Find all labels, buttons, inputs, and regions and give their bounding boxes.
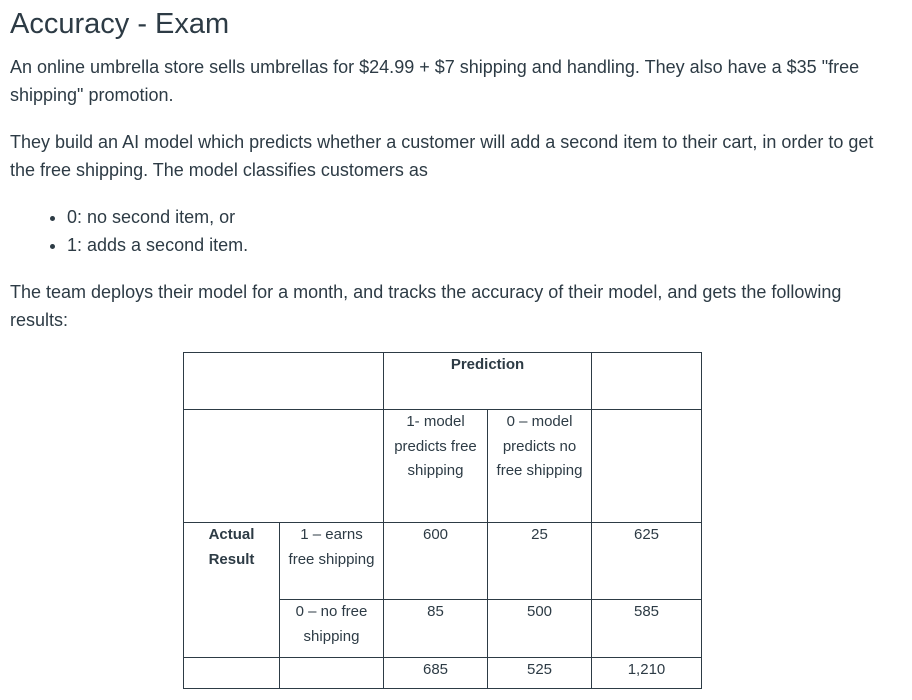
column-header-pred-0-text: 0 – model predicts no free shipping	[496, 413, 583, 479]
row-header-actual-0-text: 0 – no free shipping	[295, 603, 368, 645]
table-row	[184, 523, 702, 600]
empty-cell	[184, 658, 280, 689]
row-header-actual-1	[280, 523, 384, 600]
empty-header-cell	[592, 353, 702, 410]
column-header-pred-1	[384, 410, 488, 523]
table-row	[184, 353, 702, 410]
list-item: • 1: adds a second item.	[67, 231, 902, 259]
page-content	[10, 0, 902, 334]
page-title: Accuracy - Exam	[10, 8, 230, 40]
cell-total-p1: 685	[384, 658, 488, 689]
cell-total-p0: 525	[488, 658, 592, 689]
actual-result-label	[184, 523, 280, 658]
class-list	[10, 203, 902, 259]
cell-a0-p0: 500	[488, 600, 592, 658]
actual-result-label-text: Actual Result	[208, 526, 255, 568]
column-header-pred-0	[488, 410, 592, 523]
results-paragraph: The team deploys their model for a month, and tracks the accuracy of their model, and gets the following results:	[10, 282, 842, 330]
table-row	[184, 410, 702, 523]
cell-grand-total: 1,210	[592, 658, 702, 689]
cell-a0-total: 585	[592, 600, 702, 658]
empty-cell	[280, 658, 384, 689]
empty-cell	[592, 410, 702, 523]
row-header-actual-1-text: 1 – earns free shipping	[288, 526, 375, 568]
column-header-pred-1-text: 1- model predicts free shipping	[394, 413, 477, 479]
cell-a1-p1: 600	[384, 523, 488, 600]
table-row	[184, 658, 702, 689]
intro-paragraph: An online umbrella store sells umbrellas for $24.99 + $7 shipping and handling. They also have a $35 "free shipping" promotion.	[10, 57, 860, 105]
empty-cell	[184, 410, 384, 523]
cell-a1-p0: 25	[488, 523, 592, 600]
model-paragraph: They build an AI model which predicts whether a customer will add a second item to their cart, in order to get the free shipping. The model classifies customers as	[10, 132, 874, 180]
cell-a0-p1: 85	[384, 600, 488, 658]
prediction-header: Prediction	[384, 353, 592, 410]
confusion-matrix-table	[183, 352, 702, 689]
cell-a1-total: 625	[592, 523, 702, 600]
list-item: • 0: no second item, or	[67, 203, 902, 231]
row-header-actual-0	[280, 600, 384, 658]
empty-corner-cell	[184, 353, 384, 410]
